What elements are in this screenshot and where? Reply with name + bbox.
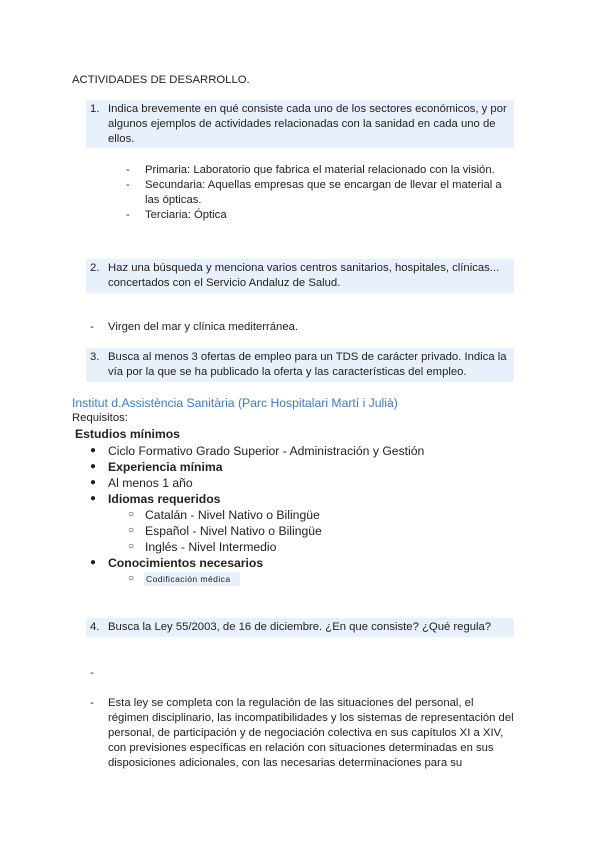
offer-idioma-catalan: Catalán - Nivel Nativo o Bilingüe (145, 508, 320, 522)
sector-terciaria: Terciaria: Óptica (145, 209, 227, 221)
list-marker: - (126, 209, 130, 221)
list-marker: - (126, 164, 130, 176)
sector-primaria: Primaria: Laboratorio que fabrica el material relacionado con la visión. (145, 164, 495, 176)
bullet-marker: ● (90, 477, 97, 488)
offer-experiencia-heading: Experiencia mínima (108, 460, 223, 474)
answer-4-line: con previsiones específicas en relación con situaciones determinadas en sus (108, 742, 494, 754)
offer-idioma-ingles: Inglés - Nivel Intermedio (145, 540, 277, 554)
answer-2: Virgen del mar y clínica mediterránea. (108, 321, 299, 333)
question-1-number: 1. (90, 103, 100, 115)
question-1-line: ellos. (108, 133, 135, 145)
circle-marker: ○ (128, 573, 135, 584)
offer-title-link[interactable]: Institut d.Assistència Sanitària (Parc Hospitalari Martí i Julià) (72, 396, 398, 410)
answer-4-line: Esta ley se completa con la regulación de las situaciones del personal, el (108, 697, 474, 709)
bullet-marker: ● (90, 557, 97, 568)
circle-marker: ○ (128, 525, 135, 536)
offer-experiencia-value: Al menos 1 año (108, 476, 193, 490)
question-4-number: 4. (90, 621, 100, 633)
answer-4-line: personal, de participación y de negociación colectiva en sus capítulos XI a XIV, (108, 727, 504, 739)
sector-secundaria-continued: las ópticas. (145, 194, 202, 206)
question-1-line: Indica brevemente en qué consiste cada uno de los sectores económicos, y por (108, 103, 507, 115)
answer-4-line: disposiciones adicionales, con las necesarias determinaciones para su (108, 757, 463, 769)
answer-4-line: régimen disciplinario, las incompatibilidades y los sistemas de representación del (108, 712, 514, 724)
question-3-line: Busca al menos 3 ofertas de empleo para un TDS de carácter privado. Indica la (108, 351, 507, 363)
list-marker: - (90, 667, 94, 679)
question-2-line: concertados con el Servicio Andaluz de Salud. (108, 277, 341, 289)
bullet-marker: ● (90, 461, 97, 472)
document-heading: ACTIVIDADES DE DESARROLLO. (72, 74, 250, 86)
list-marker: - (90, 697, 94, 709)
question-2-line: Haz una búsqueda y menciona varios centros sanitarios, hospitales, clínicas... (108, 262, 500, 274)
offer-conocimientos-heading: Conocimientos necesarios (108, 556, 264, 570)
offer-idioma-espanol: Español - Nivel Nativo o Bilingüe (145, 524, 322, 538)
bullet-marker: ● (90, 493, 97, 504)
list-marker: - (90, 321, 94, 333)
circle-marker: ○ (128, 541, 135, 552)
bullet-marker: ● (90, 445, 97, 456)
question-3-line: vía por la que se ha publicado la oferta y las características del empleo. (108, 366, 467, 378)
question-2-number: 2. (90, 262, 100, 274)
question-1-line: algunos ejemplos de actividades relacionadas con la sanidad en cada uno de (108, 118, 496, 130)
circle-marker: ○ (128, 509, 135, 520)
sector-secundaria: Secundaria: Aquellas empresas que se encargan de llevar el material a (145, 179, 502, 191)
offer-estudios-heading: Estudios mínimos (75, 427, 180, 441)
list-marker: - (126, 179, 130, 191)
offer-idiomas-heading: Idiomas requeridos (108, 492, 221, 506)
question-4-text: Busca la Ley 55/2003, de 16 de diciembre. ¿En que consiste? ¿Qué regula? (108, 621, 492, 633)
question-3-number: 3. (90, 351, 100, 363)
offer-requisitos-label: Requisitos: (72, 412, 128, 424)
offer-codificacion: Codificación médica (146, 574, 231, 584)
offer-ciclo: Ciclo Formativo Grado Superior - Administración y Gestión (108, 444, 425, 458)
